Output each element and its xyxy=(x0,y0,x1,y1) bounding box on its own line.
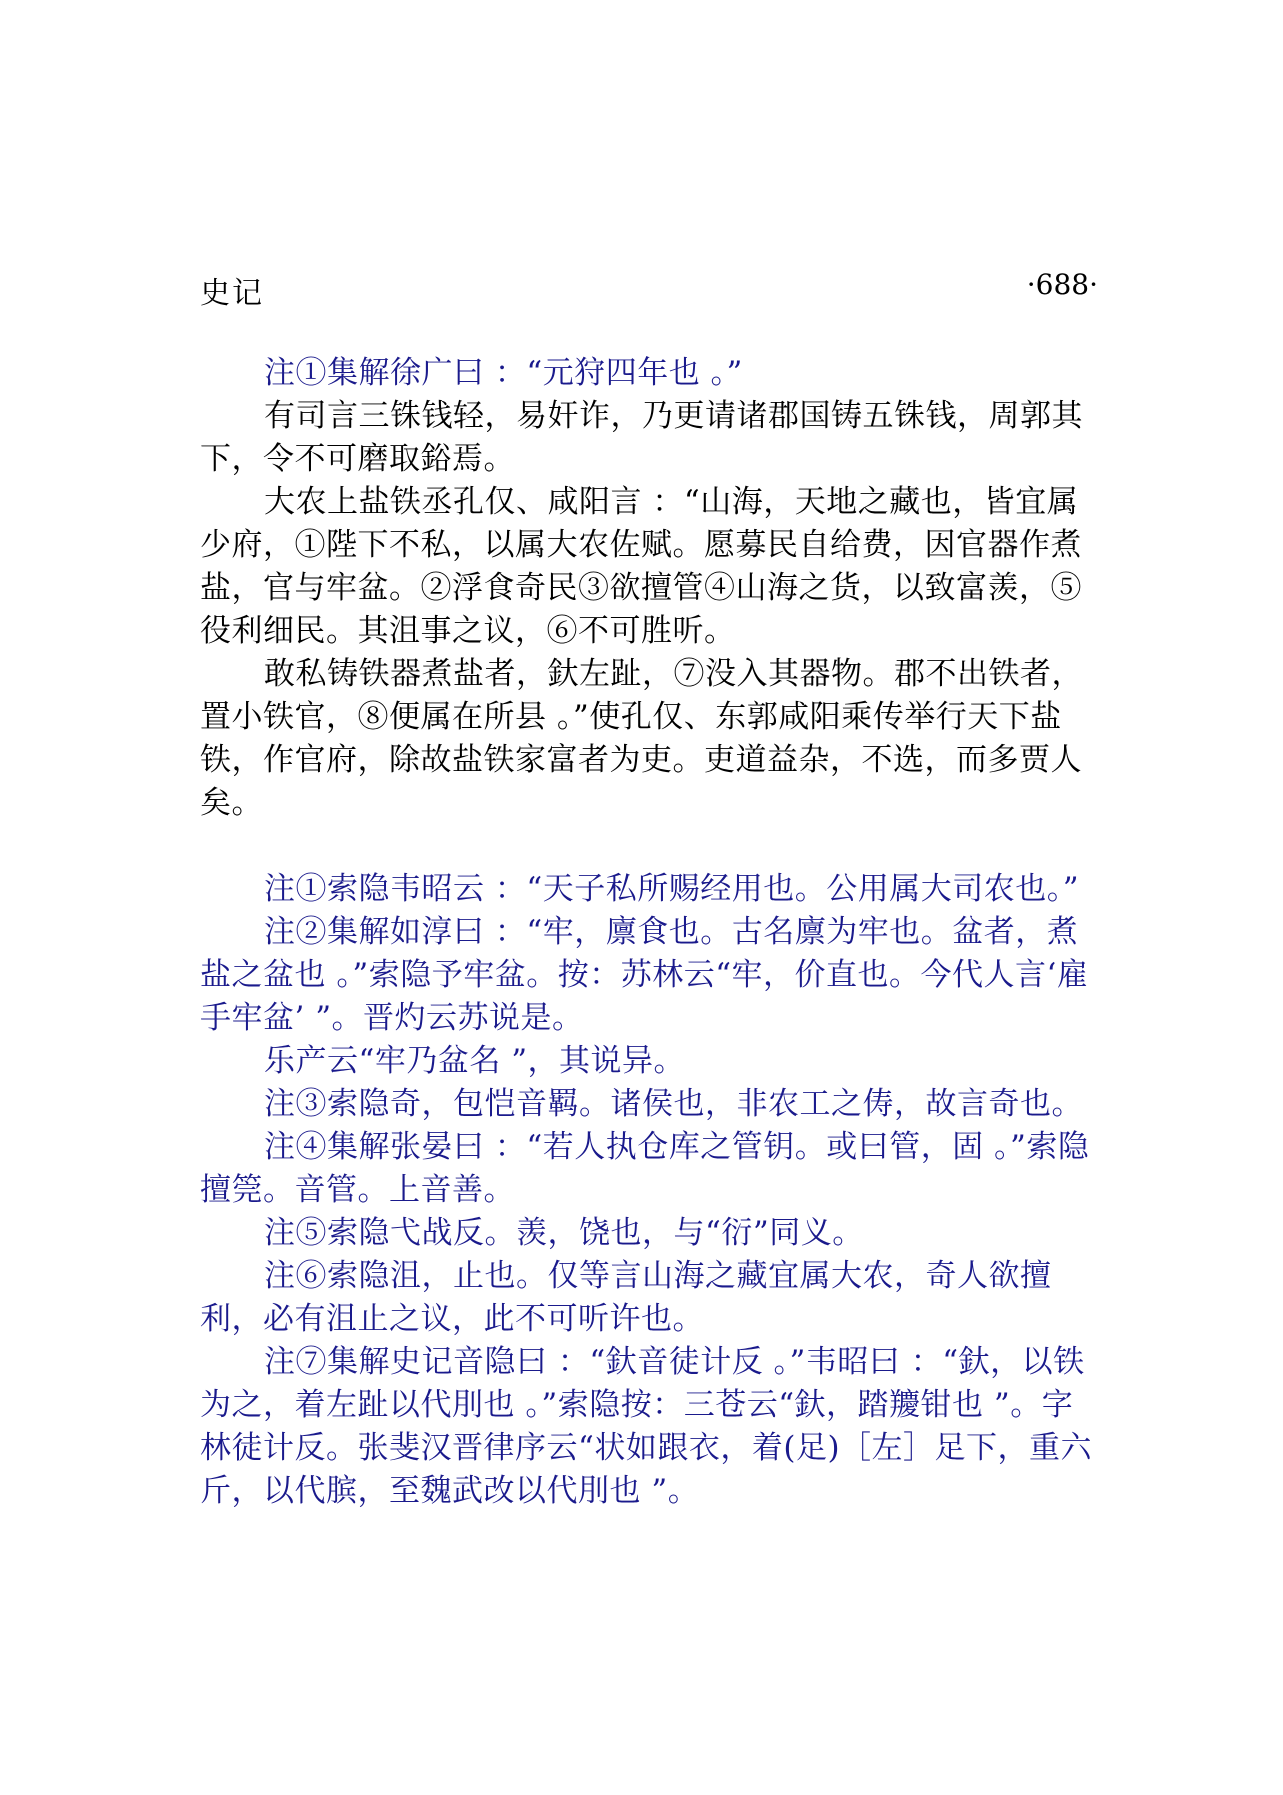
body-paragraph: 有司言三铢钱轻，易奸诈，乃更请诸郡国铸五铢钱，周郭其下，令不可磨取鋊焉。 xyxy=(200,398,1083,477)
page-number: ·688· xyxy=(1026,268,1098,301)
annotation-paragraph: 注⑥索隐沮，止也。仅等言山海之藏宜属大农，奇人欲擅利，必有沮止之议，此不可听许也。 xyxy=(200,1258,1052,1337)
annotation-paragraph: 注④集解张晏曰 ：“若人执仓库之管钥。或曰管，固 。”索隐擅筦。音管。上音善。 xyxy=(200,1129,1090,1208)
section-spacer xyxy=(200,825,1100,868)
annotation-paragraph: 注⑤索隐弋战反。羡，饶也，与“衍”同义。 xyxy=(264,1215,864,1251)
annotation-paragraph: 注①索隐韦昭云 ：“天子私所赐经用也。公用属大司农也。” xyxy=(264,871,1080,907)
book-title: 史记 xyxy=(200,276,264,311)
annotation-paragraph: 注②集解如淳曰 ：“牢，廪食也。古名廪为牢也。盆者，煮盐之盆也 。”索隐予牢盆。按：苏林云“牢，价直也。今代人言‘雇手牢盆’ ”。晋灼云苏说是。 xyxy=(200,914,1089,1036)
annotation-paragraph: 注③索隐奇，包恺音羁。诸侯也，非农工之俦，故言奇也。 xyxy=(264,1086,1083,1122)
body-paragraph: 敢私铸铁器煮盐者，釱左趾，⑦没入其器物。郡不出铁者，置小铁官，⑧便属在所县 。”使孔仅、东郭咸阳乘传举行天下盐铁，作官府，除故盐铁家富者为吏。吏道益杂，不选，而多贾人矣。 xyxy=(200,656,1083,821)
page-header xyxy=(200,268,1098,311)
body-paragraph: 大农上盐铁丞孔仅、咸阳言 ：“山海，天地之藏也，皆宜属少府，①陛下不私，以属大农佐赋。愿募民自给费，因官器作煮盐，官与牢盆。②浮食奇民③欲擅管④山海之货，以致富羡，⑤役利细民。其沮事之议，⑥不可胜听。 xyxy=(200,484,1082,649)
annotation-paragraph: 注①集解徐广曰 ：“元狩四年也 。” xyxy=(264,355,743,391)
annotation-paragraph: 乐产云“牢乃盆名 ”，其说异。 xyxy=(264,1043,686,1079)
annotation-paragraph: 注⑦集解史记音隐曰 ：“釱音徒计反 。”韦昭曰 ：“釱，以铁为之，着左趾以代刖也 。”索隐按：三苍云“釱，踏羻钳也 ”。字林徒计反。张斐汉晋律序云“状如跟衣，着(足)［左］足下，重六斤，以代膑，至魏武改以代刖也 ”。 xyxy=(200,1344,1093,1509)
page-content xyxy=(200,352,1100,1513)
